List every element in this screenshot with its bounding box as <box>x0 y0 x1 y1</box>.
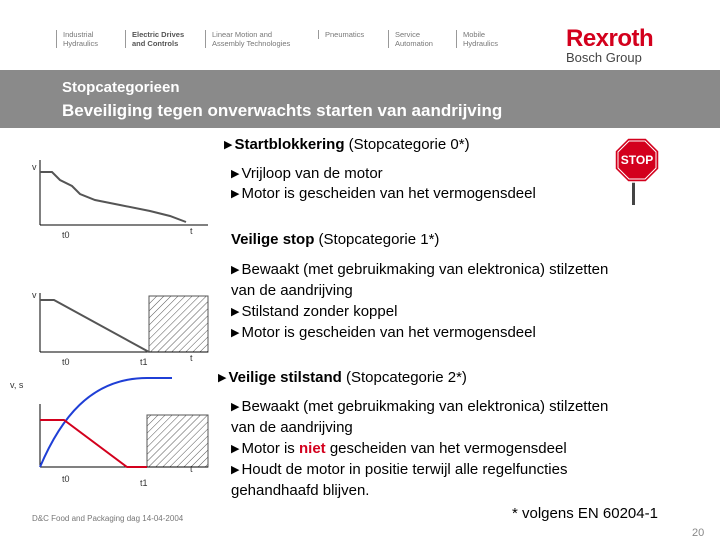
bullet-triangle-icon: ▶ <box>224 139 233 151</box>
section-cat-1-bullet-3: ▶ Motor is gescheiden van het vermogensdeel <box>231 322 536 344</box>
section-cat-2-bullet-2: ▶ Motor is niet gescheiden van het vermogensdeel <box>231 438 567 460</box>
page-subtitle: Beveiliging tegen onverwachts starten van aandrijving <box>62 101 503 120</box>
bullet-triangle-icon: ▶ <box>231 401 240 413</box>
nav-item-industrial-hydraulics[interactable]: Industrial Hydraulics <box>56 30 98 48</box>
bullet-triangle-icon: ▶ <box>231 188 240 200</box>
d1-y-label: v <box>32 290 37 300</box>
nav-item-electric-drives[interactable]: Electric Drives and Controls <box>125 30 184 48</box>
footer-text: D&C Food and Packaging dag 14-04-2004 <box>32 514 184 523</box>
bullet-triangle-icon: ▶ <box>231 264 240 276</box>
d0-t0-label: t0 <box>62 230 70 240</box>
nav-item-service-automation[interactable]: Service Automation <box>388 30 433 48</box>
d2-y-label: v, s <box>10 380 24 390</box>
bullet-triangle-icon: ▶ <box>231 464 240 476</box>
section-cat-1-bullet-1: ▶ Bewaakt (met gebruikmaking van elektronica) stilzetten <box>231 259 608 281</box>
d0-velocity-curve <box>40 172 186 222</box>
nav-item-mobile-hydraulics[interactable]: Mobile Hydraulics <box>456 30 498 48</box>
section-cat-2-title: ▶ Veilige stilstand (Stopcategorie 2*) <box>218 367 467 389</box>
nav-item-pneumatics[interactable]: Pneumatics <box>318 30 364 39</box>
section-cat-0-bullet-1: ▶ Vrijloop van de motor <box>231 163 383 185</box>
bullet-triangle-icon: ▶ <box>218 372 227 384</box>
d1-hatched-area <box>149 296 208 352</box>
d0-y-label: v <box>32 162 37 172</box>
standard-note: * volgens EN 60204-1 <box>512 505 658 522</box>
section-cat-1-bullet-1-cont: van de aandrijving <box>231 282 353 299</box>
section-cat-2-bullet-3: ▶ Houdt de motor in positie terwijl alle regelfuncties <box>231 459 567 481</box>
d1-velocity-curve <box>40 300 149 352</box>
d2-velocity-curve <box>40 420 147 467</box>
brand-name: Rexroth <box>566 25 654 52</box>
bullet-triangle-icon: ▶ <box>231 443 240 455</box>
d2-t0-label: t0 <box>62 474 70 484</box>
section-cat-2-bullet-1: ▶ Bewaakt (met gebruikmaking van elektronica) stilzetten <box>231 396 608 418</box>
diagram-stop-cat-0 <box>32 160 208 240</box>
section-cat-1-title: Veilige stop (Stopcategorie 1*) <box>231 231 440 248</box>
d2-hatched-area <box>147 415 208 467</box>
d1-t-label: t <box>190 353 193 363</box>
bullet-triangle-icon: ▶ <box>231 327 240 339</box>
section-cat-0-bullet-2: ▶ Motor is gescheiden van het vermogensdeel <box>231 183 536 205</box>
section-cat-2-bullet-3-cont: gehandhaafd blijven. <box>231 482 370 499</box>
section-cat-0-title: ▶ Startblokkering (Stopcategorie 0*) <box>224 134 470 156</box>
d0-t-label: t <box>190 226 193 236</box>
bullet-triangle-icon: ▶ <box>231 168 240 180</box>
nav-item-linear-motion[interactable]: Linear Motion and Assembly Technologies <box>205 30 290 48</box>
brand-group: Bosch Group <box>566 50 642 65</box>
section-cat-2-bullet-1-cont: van de aandrijving <box>231 419 353 436</box>
diagram-stop-cat-1 <box>32 290 208 367</box>
page-number: 20 <box>692 527 705 539</box>
stop-sign-icon <box>615 138 659 205</box>
d2-t-label: t <box>190 464 193 474</box>
stop-sign-text: STOP <box>620 153 654 167</box>
section-cat-1-bullet-2: ▶ Stilstand zonder koppel <box>231 301 397 323</box>
d1-t1-label: t1 <box>140 357 148 367</box>
bullet-triangle-icon: ▶ <box>231 306 240 318</box>
d2-t1-label: t1 <box>140 478 148 488</box>
emphasis-niet: niet <box>298 440 326 457</box>
diagram-stop-cat-2 <box>10 378 208 488</box>
d1-t0-label: t0 <box>62 357 70 367</box>
page-title: Stopcategorieen <box>62 79 180 96</box>
